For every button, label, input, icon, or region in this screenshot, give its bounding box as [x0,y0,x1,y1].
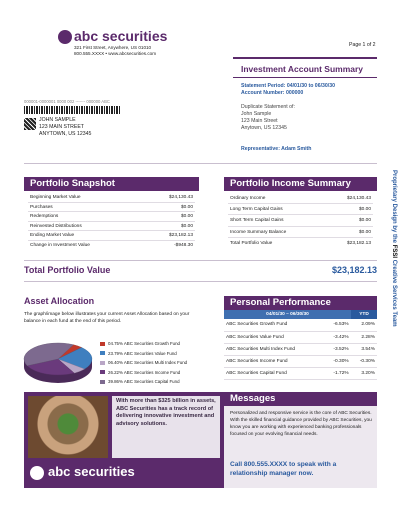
snapshot-row [28,212,195,222]
row-label: Purchases [30,204,53,210]
period-return: -0.30% [324,355,350,367]
duplicate-line-1: John Sample [241,111,272,117]
period-return: -1.72% [324,367,350,379]
table-row [224,367,377,379]
income-row [228,227,373,238]
legend-label: 23.79% ABC Securities Value Fund [108,350,177,356]
row-value: $24,130.43 [168,195,193,200]
brand-address-line2: 800.555.XXXX • www.abcsecurities.com [74,51,157,56]
legend-item [100,349,210,359]
row-value: -$948.30 [174,242,193,248]
row-label: Short Term Capital Gains [230,218,284,224]
row-label: Income Summary Balance [230,229,287,235]
mailing-line-1: JOHN SAMPLE [39,117,76,123]
fund-name: ABC Securities Multi Index Fund [224,343,324,355]
legend-label: 39.86% ABC Securities Capital Fund [108,379,180,385]
brand-name: abc securities [74,28,168,44]
brand-address-line1: 321 First Street, Anywhere, US 01010 [74,45,152,50]
table-row [224,319,377,331]
ytd-return: 3.54% [351,343,377,355]
period-return: -6.53% [324,319,350,331]
brand-logo-icon [58,30,72,44]
table-row [224,343,377,355]
legend-item [100,368,210,378]
portfolio-snapshot-panel [24,177,199,253]
fund-name: ABC Securities Income Fund [224,355,324,367]
snapshot-row [28,193,195,203]
promo-logo-icon [30,466,44,480]
promo-image [28,396,108,458]
performance-table [224,319,377,380]
duplicate-line-2: 123 Main Street [241,118,278,124]
account-number: Account Number: 000000 [241,90,304,96]
mailing-line-2: 123 MAIN STREET [39,124,84,130]
row-label: Redemptions [30,214,59,220]
row-label: Ending Market Value [30,233,75,239]
legend-swatch [100,342,105,346]
table-row [224,331,377,343]
portfolio-income-panel [224,177,377,251]
portfolio-snapshot-title: Portfolio Snapshot [24,177,199,191]
mailing-barcode [24,106,120,114]
performance-period-header: 04/01/30 – 06/30/30 [266,312,309,317]
legend-swatch [100,351,105,355]
row-value: $0.00 [180,214,193,220]
performance-panel [224,296,377,380]
statement-top-rule [233,57,377,59]
header-divider [24,163,377,164]
performance-ytd-header: YTD [351,310,377,319]
fund-name: ABC Securities Growth Fund [224,319,324,331]
messages-panel [224,392,377,488]
income-row [228,215,373,226]
legend-label: 26.22% ABC Securities Income Fund [108,369,181,375]
allocation-legend [100,339,210,387]
legend-label: 04.75% ABC Securities Growth Fund [108,341,180,347]
total-label: Total Portfolio Value [24,265,111,275]
row-value: $0.00 [358,207,371,213]
snapshot-row [28,203,195,213]
row-value: $23,182.13 [346,240,371,246]
income-row [228,204,373,215]
page-number: Page 1 of 2 [349,42,376,48]
duplicate-heading: Duplicate Statement of: [241,104,295,110]
qr-code [24,118,36,130]
portfolio-income-title: Portfolio Income Summary [224,177,377,191]
row-value: $0.00 [358,218,371,224]
ytd-return: 2.09% [351,319,377,331]
side-text-part3: Creative Services Team [391,258,397,327]
fund-name: ABC Securities Capital Fund [224,367,324,379]
row-value: $0.00 [180,204,193,210]
row-label: Reinvested Distributions [30,223,82,229]
row-value: $0.00 [180,223,193,229]
snapshot-row [28,222,195,232]
statement-title-rule [233,77,377,78]
messages-title: Messages [224,392,377,406]
performance-title: Personal Performance [224,296,377,310]
row-label: Total Portfolio Value [230,240,273,246]
statement-title: Investment Account Summary [241,64,364,74]
legend-item [100,358,210,368]
side-proprietary-text [389,170,397,360]
period-return: -3.52% [324,343,350,355]
row-label: Long Term Capital Gains [230,207,283,213]
asset-allocation-title: Asset Allocation [24,296,95,306]
ytd-return: 2.28% [351,331,377,343]
allocation-pie-chart [20,337,98,389]
promo-text: With more than $325 billion in assets, ABC Securities has a track record of delivering innovative investment and advisory solutions. [116,398,216,427]
promo-panel [24,392,224,488]
legend-item [100,377,210,387]
ytd-return: 3.20% [351,367,377,379]
legend-swatch [100,361,105,365]
ytd-return: -0.30% [351,355,377,367]
mailing-code: 000001-0000001 0000 002 ------- 000000 ABC [24,99,110,104]
row-label: Change in Investment Value [30,242,90,248]
row-label: Beginning Market Value [30,195,81,200]
legend-swatch [100,380,105,384]
messages-body: Personalized and responsive service is the core of ABC Securities. With the skilled financial guidance provided by ABC Securities, you know you are working with experienced banking professionals focused on your evolving financial needs. [230,411,372,437]
total-value: $23,182.13 [331,265,377,275]
row-value: $24,130.43 [346,196,371,201]
period-return: -3.42% [324,331,350,343]
representative: Representative: Adam Smith [241,146,312,152]
statement-period: Statement Period: 04/01/30 to 06/30/30 [241,83,335,89]
income-row [228,238,373,249]
promo-brand: abc securities [48,464,135,479]
legend-item [100,339,210,349]
fund-name: ABC Securities Value Fund [224,331,324,343]
side-text-part2: FSSI [391,244,397,259]
performance-header [224,310,377,319]
snapshot-row [28,241,195,251]
income-row [228,193,373,204]
duplicate-line-3: Anytown, US 12345 [241,125,287,131]
table-row [224,355,377,367]
row-value: $0.00 [358,229,371,235]
legend-swatch [100,370,105,374]
total-bar [24,260,377,282]
side-text-part1: Proprietary Design by the [391,170,397,245]
row-label: Ordinary Income [230,196,266,201]
snapshot-row [28,231,195,241]
mailing-line-3: ANYTOWN, US 12345 [39,131,92,137]
row-value: $23,182.13 [168,233,193,239]
messages-cta: Call 800.555.XXXX to speak with a relationship manager now. [230,461,337,477]
asset-allocation-description: The graph/image below illustrates your current Asset Allocation based on your balance in each fund at the end of this period. [24,312,190,324]
legend-label: 06.40% ABC Securities Multi Index Fund [108,360,188,366]
